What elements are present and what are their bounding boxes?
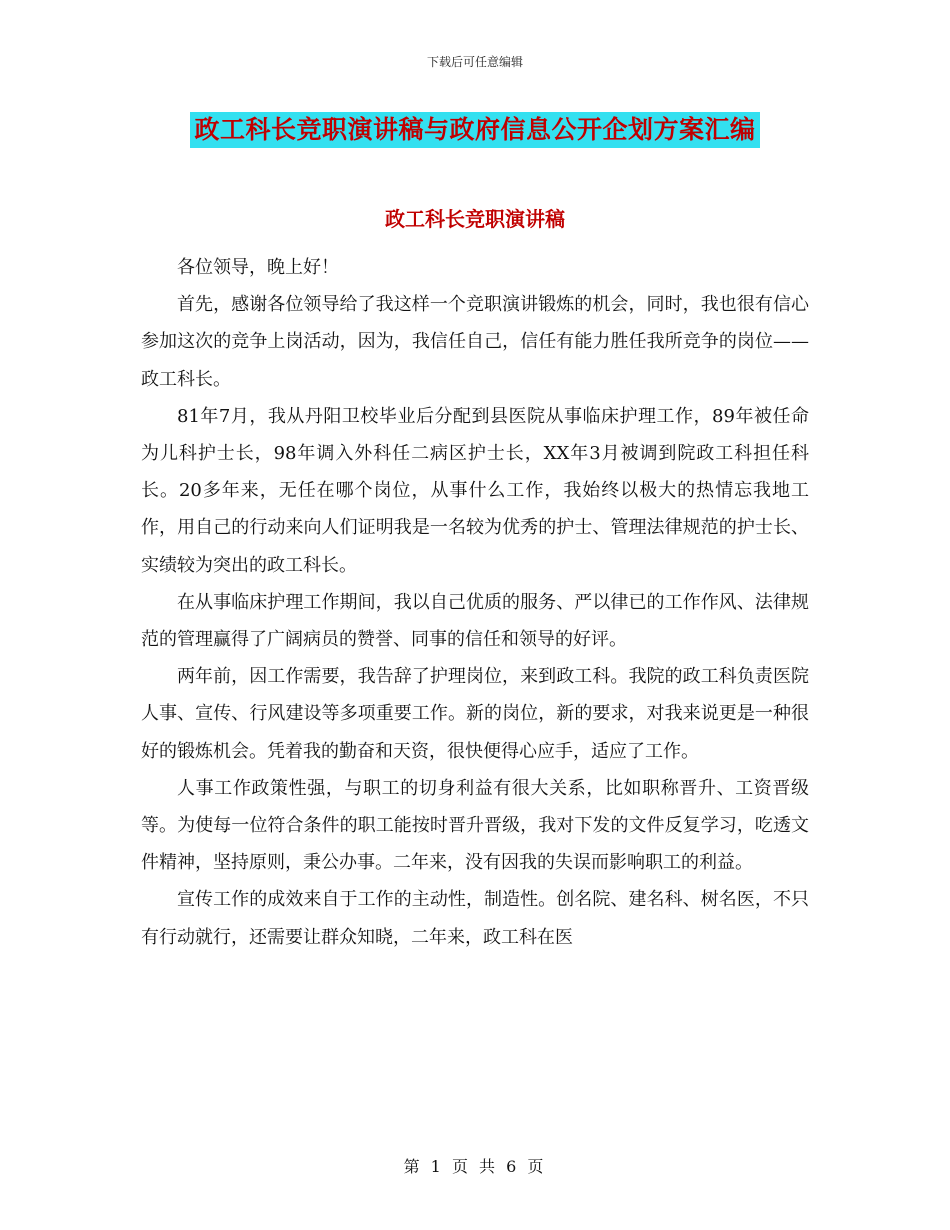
paragraph: 在从事临床护理工作期间，我以自己优质的服务、严以律已的工作作风、法律规范的管理赢得了广阔病员的赞誉、同事的信任和领导的好评。 bbox=[141, 591, 809, 651]
paragraph-greeting: 各位领导，晚上好！ bbox=[177, 257, 339, 278]
paragraph: 人事工作政策性强，与职工的切身利益有很大关系，比如职称晋升、工资晋级等。为使每一位符合条件的职工能按时晋升晋级，我对下发的文件反复学习，吃透文件精神，坚持原则，秉公办事。二年来，没有因我的失误而影响职工的利益。 bbox=[141, 777, 809, 874]
document-title bbox=[0, 112, 950, 148]
paragraph: 首先，感谢各位领导给了我这样一个竞职演讲锻炼的机会，同时，我也很有信心参加这次的竞争上岗活动，因为，我信任自己，信任有能力胜任我所竞争的岗位——政工科长。 bbox=[141, 294, 809, 390]
paragraph: 宣传工作的成效来自于工作的主动性，制造性。创名院、建名科、树名医，不只有行动就行，还需要让群众知晓，二年来，政工科在医 bbox=[141, 889, 809, 948]
section-title: 政工科长竞职演讲稿 bbox=[385, 207, 565, 231]
page-number-footer: 第 1 页 共 6 页 bbox=[403, 1157, 547, 1176]
document-body bbox=[141, 249, 809, 956]
paragraph: 两年前，因工作需要，我告辞了护理岗位，来到政工科。我院的政工科负责医院人事、宣传、行风建设等多项重要工作。新的岗位，新的要求，对我来说更是一种很好的锻炼机会。凭着我的勤奋和天资，很快便得心应手，适应了工作。 bbox=[141, 666, 809, 762]
document-title-text: 政工科长竞职演讲稿与政府信息公开企划方案汇编 bbox=[190, 112, 759, 148]
page-header-note: 下载后可任意编辑 bbox=[426, 55, 523, 69]
paragraph: 81年7月，我从丹阳卫校毕业后分配到县医院从事临床护理工作，89年被任命为儿科护士长，98年调入外科任二病区护士长，XX年3月被调到院政工科担任科长。20多年来，无任在哪个岗位，从事什么工作，我始终以极大的热情忘我地工作，用自己的行动来向人们证明我是一名较为优秀的护士、管理法律规范的护士长、实绩较为突出的政工科长。 bbox=[141, 405, 809, 576]
